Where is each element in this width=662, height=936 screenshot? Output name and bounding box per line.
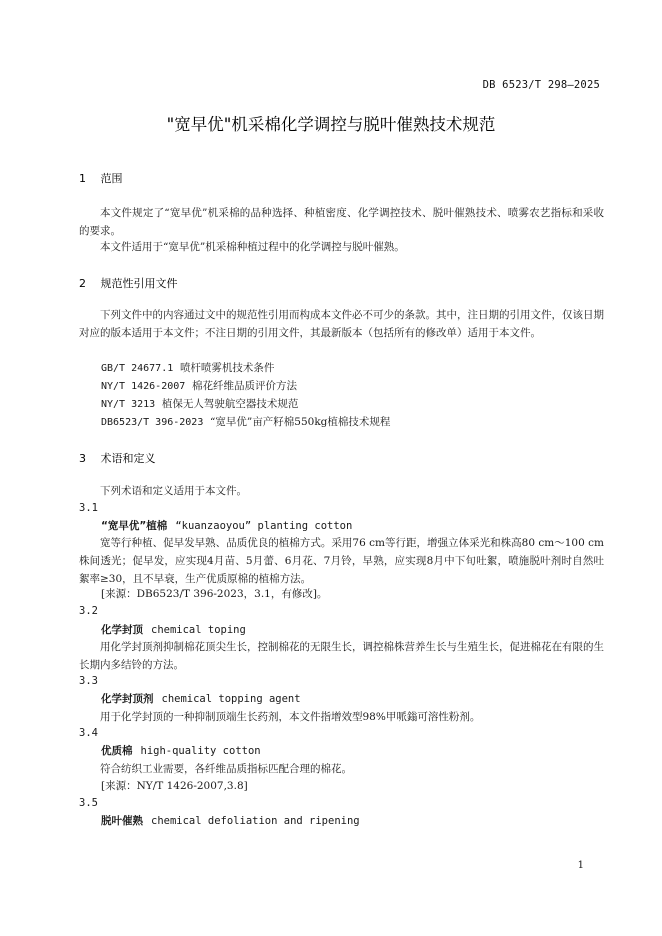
document-title: "宽早优"机采棉化学调控与脱叶催熟技术规范 [166,115,496,134]
reference-code: NY/T 3213 [101,399,156,410]
reference-name: 喷杆喷雾机技术条件 [179,362,275,374]
paragraph: 下列术语和定义适用于本文件。 [100,485,247,497]
section-title: 规范性引用文件 [100,277,178,290]
section-title: 术语和定义 [100,452,156,465]
section-number: 1 [79,172,86,185]
term-heading [101,691,301,706]
section-title: 范围 [100,172,123,185]
section-number: 2 [79,277,86,290]
document-code: DB 6523/T 298—2025 [482,79,600,91]
term-definition: 符合纺织工业需要，各纤维品质指标匹配合理的棉花。 [100,763,352,775]
section-heading-scope [79,170,123,186]
section-heading-normative-references [79,275,178,291]
term-english: “kuanzaoyou” planting cotton [175,520,353,532]
term-number: 3.2 [79,605,98,617]
reference-code: DB6523/T 396-2023 [101,417,204,428]
reference-code: NY/T 1426-2007 [101,381,186,392]
paragraph: 本文件规定了“宽早优”机采棉的品种选择、种植密度、化学调控技术、脱叶催熟技术、喷雾农艺指标和采收的要求。 [79,207,604,237]
term-number: 3.4 [79,727,98,739]
term-definition: 用化学封顶剂抑制棉花顶尖生长，控制棉花的无限生长，调控棉株营养生长与生殖生长，促进棉花在有限的生长期内多结铃的方法。 [79,641,604,671]
term-number: 3.3 [79,675,98,687]
term-english: chemical toping [151,624,246,636]
term-number: 3.1 [79,502,98,514]
term-heading [101,743,261,758]
term-heading [101,813,360,828]
reference-item [101,360,274,375]
reference-code: GB/T 24677.1 [101,363,174,374]
page-number: 1 [577,860,584,871]
term-english: chemical defoliation and ripening [151,815,360,827]
term-source: [来源：NY/T 1426-2007,3.8] [101,780,248,792]
reference-item [101,378,297,393]
term-chinese: 化学封顶剂 [101,693,154,705]
term-heading [101,622,246,637]
term-source: [来源：DB6523/T 396-2023，3.1，有修改]。 [101,588,328,600]
term-english: high-quality cotton [140,745,261,757]
reference-name: 棉花纤维品质评价方法 [191,380,297,392]
paragraph: 本文件适用于“宽早优”机采棉种植过程中的化学调控与脱叶催熟。 [100,241,405,253]
paragraph: 下列文件中的内容通过文中的规范性引用而构成本文件必不可少的条款。其中，注日期的引用文件，仅该日期对应的版本适用于本文件；不注日期的引用文件，其最新版本（包括所有的修改单）适用于本文件。 [79,309,604,339]
term-definition: 宽等行种植、促早发早熟、品质优良的植棉方式。采用76 cm等行距，增强立体采光和株高80 cm～100 cm株间透光；促早发，应实现4月苗、5月蕾、6月花、7月铃，早熟，应实现8月中下旬吐絮，喷施脱叶剂时自然吐絮率≥30，且不早衰，生产优质原棉的植棉方法。 [79,537,604,585]
section-heading-terms-definitions [79,450,156,466]
term-chinese: “宽早优”植棉 [101,520,168,532]
term-heading [101,518,352,533]
term-chinese: 脱叶催熟 [101,815,143,827]
term-definition: 用于化学封顶的一种抑制顶端生长药剂，本文件指增效型98%甲哌鎓可溶性粉剂。 [100,711,481,723]
reference-name: “宽早优”亩产籽棉550kg植棉技术规程 [210,416,391,428]
reference-name: 植保无人驾驶航空器技术规范 [161,398,299,410]
term-number: 3.5 [79,797,98,809]
term-chinese: 优质棉 [101,745,133,757]
reference-item [101,414,390,429]
reference-item [101,396,298,411]
term-english: chemical topping agent [161,693,301,705]
term-chinese: 化学封顶 [101,624,143,636]
section-number: 3 [79,452,86,465]
